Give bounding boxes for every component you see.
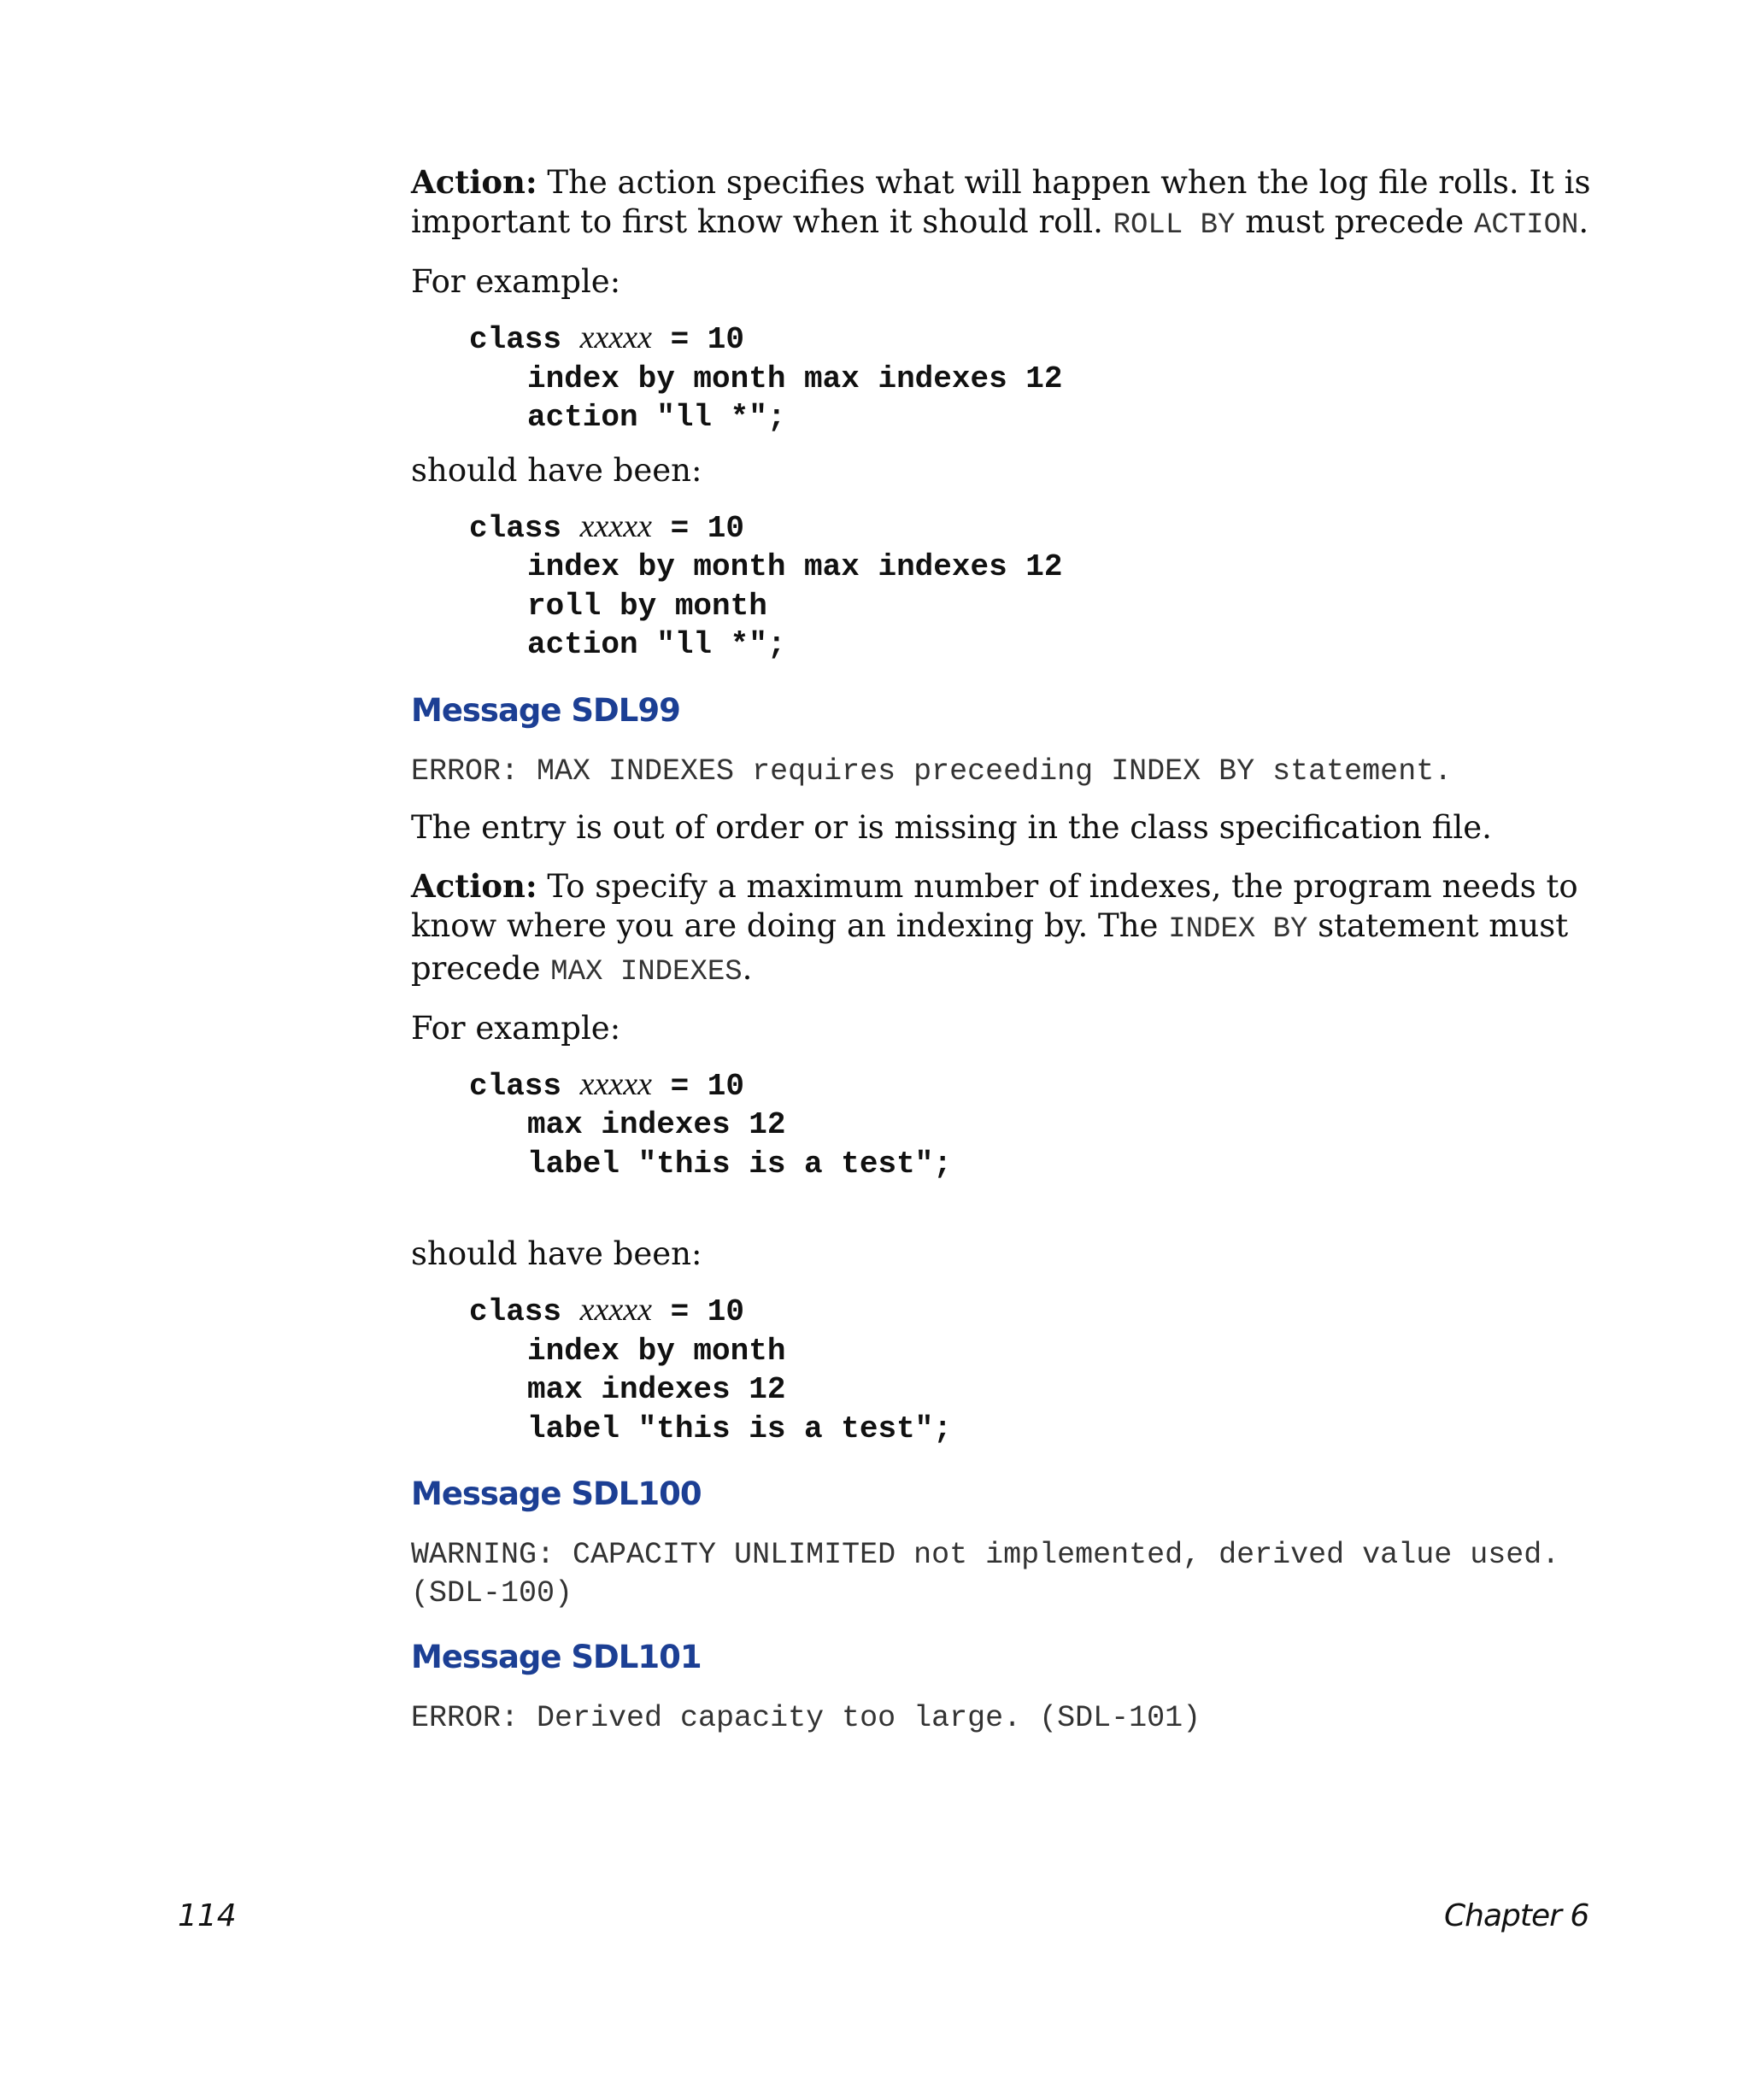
inline-code-action: ACTION <box>1473 209 1579 242</box>
code-line <box>469 1291 1607 1332</box>
action-paragraph-roll <box>411 162 1607 245</box>
code-keyword: class <box>469 1068 580 1104</box>
code-keyword: class <box>469 1294 580 1329</box>
heading-message-sdl100: Message SDL100 <box>411 1475 702 1512</box>
description-paragraph: The entry is out of order or is missing in the class specification file. <box>411 808 1492 846</box>
code-variable: xxxxx <box>579 1292 652 1328</box>
code-block-example <box>469 319 1607 437</box>
code-variable: xxxxx <box>579 320 652 355</box>
code-keyword: class <box>469 510 580 546</box>
code-text: = 10 <box>651 1068 744 1104</box>
code-variable: xxxxx <box>579 1065 652 1102</box>
code-line <box>469 319 1607 360</box>
code-keyword: class <box>469 322 580 357</box>
code-variable: xxxxx <box>579 507 652 544</box>
heading-message-sdl101: Message SDL101 <box>411 1639 702 1675</box>
message-text-sdl101: ERROR: Derived capacity too large. (SDL-101) <box>411 1701 1201 1735</box>
page-number: 114 <box>178 1898 237 1933</box>
code-block-corrected <box>469 1291 1607 1448</box>
code-line: roll by month <box>527 588 767 624</box>
chapter-label: Chapter 6 <box>1444 1898 1589 1933</box>
heading-message-sdl99: Message SDL99 <box>411 691 680 729</box>
code-line <box>469 507 1607 548</box>
message-text-sdl99: ERROR: MAX INDEXES requires preceeding INDEX BY statement. <box>411 754 1453 789</box>
code-line: action "ll *"; <box>527 627 786 662</box>
code-line: index by month max indexes 12 <box>527 549 1063 584</box>
for-example-label: For example: <box>411 1009 621 1047</box>
action-text: To specify a maximum number of indexes, the program needs to know where you are doing an indexing by. The <box>411 867 1578 944</box>
action-paragraph-index <box>411 866 1607 992</box>
code-block-example <box>469 1065 1607 1184</box>
for-example-label: For example: <box>411 263 621 300</box>
code-line <box>469 1065 1607 1106</box>
code-line: label "this is a test"; <box>527 1411 952 1446</box>
inline-code-roll-by: ROLL BY <box>1113 209 1236 242</box>
action-text: The action specifies what will happen when the log file rolls. It is important to first know when it should roll. <box>411 164 1591 240</box>
action-text: . <box>1578 203 1589 240</box>
action-text: must precede <box>1235 203 1474 240</box>
inline-code-index-by: INDEX BY <box>1168 912 1308 946</box>
action-text: statement must precede <box>411 906 1569 987</box>
code-line: action "ll *"; <box>527 400 786 435</box>
code-line: max indexes 12 <box>527 1107 786 1142</box>
code-text: = 10 <box>651 510 744 546</box>
action-label: Action: <box>411 866 537 905</box>
code-block-corrected <box>469 507 1607 665</box>
code-text: = 10 <box>651 1294 744 1329</box>
inline-code-max-indexes: MAX INDEXES <box>550 955 743 988</box>
action-label: Action: <box>411 163 537 201</box>
message-text-sdl100: WARNING: CAPACITY UNLIMITED not implemented, derived value used. (SDL-100) <box>411 1538 1560 1610</box>
action-text: . <box>742 949 753 987</box>
code-line: index by month <box>527 1333 786 1369</box>
code-line: index by month max indexes 12 <box>527 361 1063 396</box>
should-have-been-label: should have been: <box>411 1235 702 1272</box>
code-text: = 10 <box>651 322 744 357</box>
should-have-been-label: should have been: <box>411 451 702 489</box>
code-line: max indexes 12 <box>527 1372 786 1407</box>
page-content <box>411 162 1607 1738</box>
code-line: label "this is a test"; <box>527 1146 952 1182</box>
